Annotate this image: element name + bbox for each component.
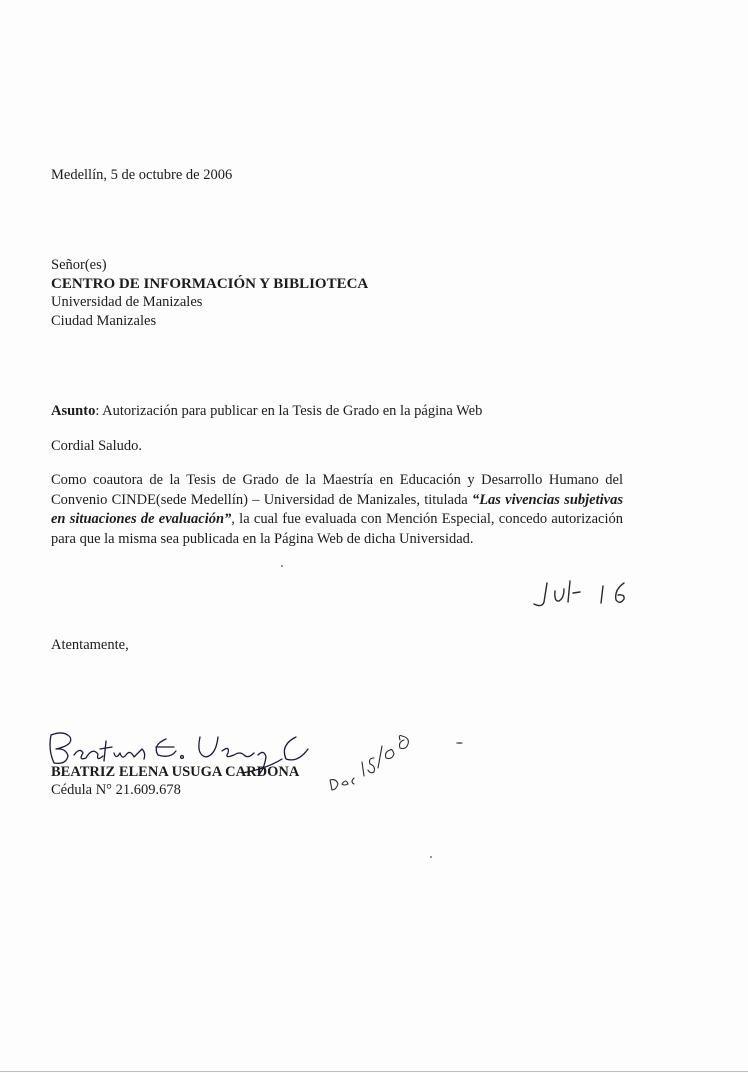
greeting: Cordial Saludo. [51,438,143,454]
recipient-institution: Universidad de Manizales [51,294,203,310]
thesis-title: “Las vivencias subjetivas en situaciones de evaluación” [51,491,623,527]
recipient-salutation: Señor(es) [51,257,107,273]
body-text-1: Como coautora de la Tesis de Grado de la Maestría en Educación y Desarrollo Humano del Convenio CINDE(sede Medellín) – Universidad de Manizales, titulada [51,472,623,508]
recipient-organization: CENTRO DE INFORMACIÓN Y BIBLIOTECA [51,276,369,292]
handwritten-date-note [528,578,638,610]
scan-speck [281,565,283,567]
subject-text: : Autorización para publicar en la Tesis de Grado en la página Web [95,403,483,419]
signer-id: Cédula N° 21.609.678 [51,782,181,798]
closing: Atentamente, [51,637,129,653]
body-text-2: , la cual fue evaluada con Mención Especial, concedo autorización para que la misma sea publicada en la Página Web de dicha Universidad. [51,511,623,547]
page-bottom-edge [0,1071,748,1072]
subject-line [51,402,482,421]
scan-speck [430,856,432,858]
handwritten-margin-note [326,728,416,798]
recipient-city: Ciudad Manizales [51,313,157,329]
body-paragraph [51,471,623,549]
scan-speck [456,742,463,744]
subject-label: Asunto [51,403,96,419]
signer-name: BEATRIZ ELENA USUGA CARDONA [51,764,300,780]
place-date: Medellín, 5 de octubre de 2006 [51,167,233,183]
